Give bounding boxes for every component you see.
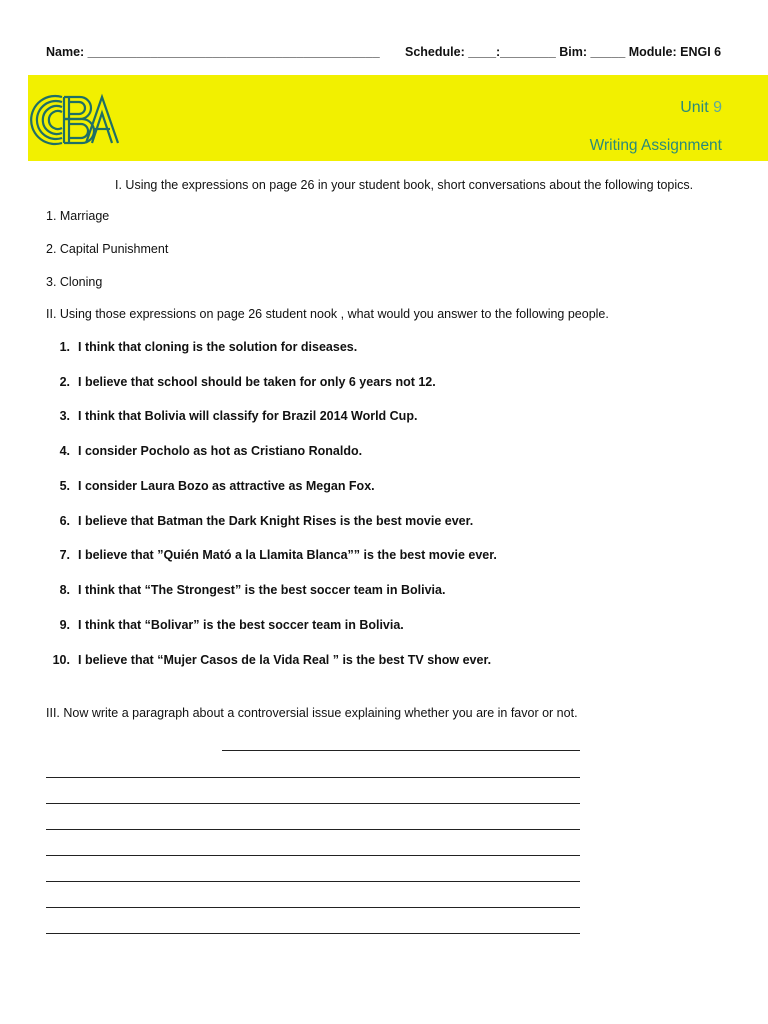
statement-text: I believe that Batman the Dark Knight Rises is the best movie ever. (78, 514, 474, 528)
unit-heading (680, 99, 722, 117)
statement-item (46, 375, 436, 389)
statement-text: I think that Bolivia will classify for Brazil 2014 World Cup. (78, 409, 418, 423)
section-2-instruction: II. Using those expressions on page 26 student nook , what would you answer to the following people. (46, 307, 609, 321)
writing-line[interactable] (46, 803, 580, 804)
statement-item (46, 583, 445, 597)
statement-number: 10. (52, 653, 70, 667)
cba-logo (28, 85, 128, 155)
writing-line[interactable] (46, 829, 580, 830)
statement-number: 7. (59, 548, 70, 562)
statement-number: 3. (59, 409, 70, 423)
statement-text: I believe that ”Quién Mató a la Llamita Blanca”” is the best movie ever. (78, 548, 497, 562)
statement-item (46, 514, 473, 528)
writing-line[interactable] (46, 855, 580, 856)
statement-text: I believe that school should be taken for only 6 years not 12. (78, 375, 436, 389)
statement-number: 8. (59, 583, 70, 597)
schedule-module-label: Schedule: ____:________ Bim: _____ Module: ENGI 6 (405, 45, 722, 59)
statement-text: I believe that “Mujer Casos de la Vida Real ” is the best TV show ever. (78, 653, 492, 667)
statement-number: 2. (59, 375, 70, 389)
statement-number: 4. (59, 444, 70, 458)
writing-line[interactable] (46, 933, 580, 934)
statement-item (46, 340, 357, 354)
header-banner (28, 75, 768, 161)
unit-label: Unit (680, 99, 709, 116)
name-field-label: Name: __________________________________________ (46, 45, 380, 59)
writing-line[interactable] (46, 907, 580, 908)
statement-item (46, 479, 375, 493)
statement-text: I think that “The Strongest” is the best soccer team in Bolivia. (78, 583, 446, 597)
statement-text: I consider Pocholo as hot as Cristiano Ronaldo. (78, 444, 363, 458)
writing-line[interactable] (222, 750, 580, 751)
statement-text: I think that cloning is the solution for diseases. (78, 340, 358, 354)
statement-item (46, 409, 417, 423)
assignment-title: Writing Assignment (589, 137, 722, 154)
topic-item: 3. Cloning (46, 275, 103, 289)
writing-line[interactable] (46, 881, 580, 882)
statement-item (46, 618, 404, 632)
section-1-instruction: I. Using the expressions on page 26 in your student book, short conversations about the following topics. (115, 178, 694, 192)
unit-number: 9 (713, 99, 722, 116)
topic-item: 2. Capital Punishment (46, 242, 169, 256)
statement-item (46, 444, 362, 458)
statement-item (46, 548, 497, 562)
topic-item: 1. Marriage (46, 209, 110, 223)
section-3-instruction: III. Now write a paragraph about a controversial issue explaining whether you are in favor or not. (46, 706, 578, 720)
statement-number: 1. (59, 340, 70, 354)
writing-line[interactable] (46, 777, 580, 778)
cba-logo-icon (28, 85, 128, 155)
statement-number: 5. (59, 479, 70, 493)
statement-text: I think that “Bolivar” is the best soccer team in Bolivia. (78, 618, 404, 632)
statement-text: I consider Laura Bozo as attractive as Megan Fox. (78, 479, 375, 493)
statement-number: 9. (59, 618, 70, 632)
statement-item (46, 653, 491, 667)
statement-number: 6. (59, 514, 70, 528)
